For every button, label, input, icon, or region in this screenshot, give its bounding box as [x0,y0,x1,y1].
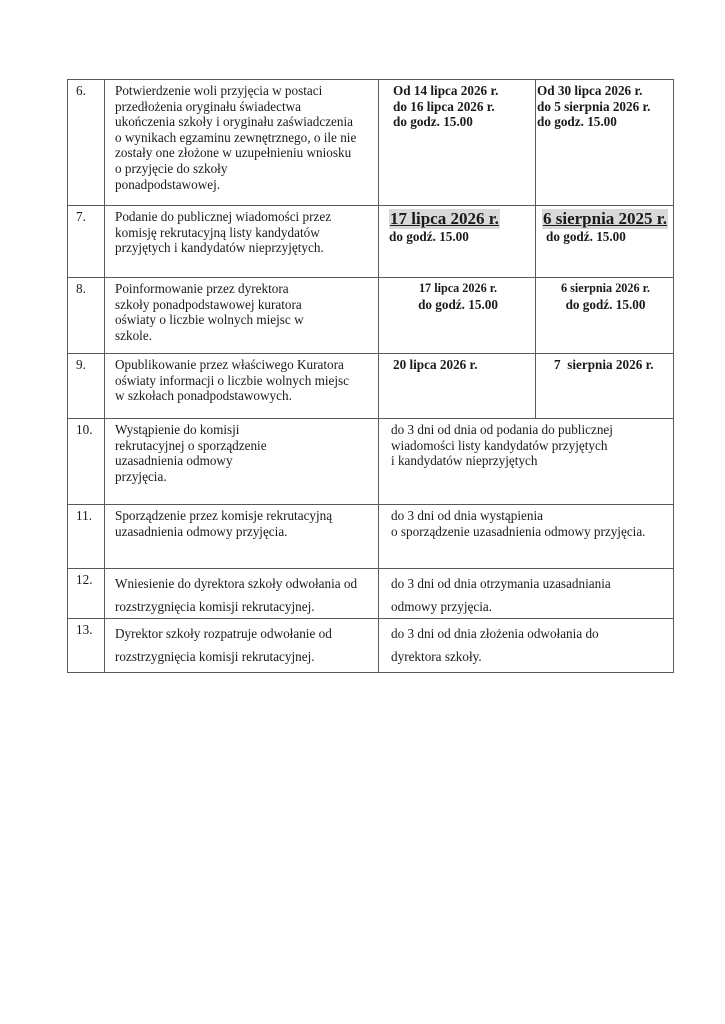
row-number: 6. [68,80,105,206]
description-line: zostały one złożone w uzupełnieniu wniosku [115,145,352,161]
row-number: 13. [68,619,105,673]
row-description [105,80,379,206]
description-line: ukończenia szkoły i oryginału zaświadczenia [115,114,354,130]
highlighted-date: 6 sierpnia 2025 r. [543,209,668,228]
row-description [105,206,379,278]
row-number: 8. [68,278,105,354]
description-line: w szkołach ponadpodstawowych. [115,388,292,404]
description-line: Wystąpienie do komisji [115,422,240,437]
deadline-cell [379,419,674,505]
deadline-line: odmowy przyjęcia. [391,599,493,614]
description-line: rekrutacyjnej o sporządzenie [115,437,267,453]
description-line: komisję rekrutacyjną listy kandydatów [115,224,320,240]
description-line: oświaty o liczbie wolnych miejsc w [115,312,304,328]
row-description [105,419,379,505]
description-line: szkoły ponadpodstawowej kuratora [115,296,302,312]
description-line: o wynikach egzaminu zewnętrznego, o ile nie [115,129,357,145]
date-line: do 16 lipca 2026 r. [393,98,495,114]
date-line: 17 lipca 2026 r. [418,281,498,295]
deadline-cell [379,505,674,569]
date-line: 20 lipca 2026 r. [393,357,478,372]
row-number: 10. [68,419,105,505]
description-line: rozstrzygnięcia komisji rekrutacyjnej. [115,649,315,664]
description-line: rozstrzygnięcia komisji rekrutacyjnej. [115,599,315,614]
date-line: do godz. 15.00 [537,114,617,130]
date-first-round [379,80,536,206]
date-line: 6 sierpnia 2026 r. [561,281,650,295]
date-first-round [379,354,536,419]
table-row [68,278,674,354]
description-line: Sporządzenie przez komisje rekrutacyjną [115,508,333,523]
description-line: przyjęcia. [115,468,167,484]
description-line: Opublikowanie przez właściwego Kuratora [115,357,344,372]
date-first-round [379,278,536,354]
deadline-cell [379,569,674,619]
row-description [105,354,379,419]
description-line: o przyjęcie do szkoły [115,160,228,176]
table-row [68,354,674,419]
row-description [105,619,379,673]
description-line: Dyrektor szkoły rozpatruje odwołanie od [115,626,332,641]
description-line: Poinformowanie przez dyrektora [115,281,289,296]
date-second-round [536,354,674,419]
row-number: 9. [68,354,105,419]
date-second-round [536,278,674,354]
description-line: ponadpodstawowej. [115,176,221,192]
deadline-line: do 3 dni od dnia od podania do publicznej [391,422,613,437]
date-first-round [379,206,536,278]
deadline-line: dyrektora szkoły. [391,649,482,664]
date-line: do godź. 15.00 [389,229,469,244]
table-row [68,80,674,206]
deadline-line: wiadomości listy kandydatów przyjętych [391,437,608,453]
description-line: uzasadnienia odmowy [115,453,233,469]
deadline-line: do 3 dni od dnia wystąpienia [391,508,543,523]
description-line: Wniesienie do dyrektora szkoły odwołania od [115,576,358,591]
row-description [105,505,379,569]
deadline-line: o sporządzenie uzasadnienia odmowy przyjęcia. [391,523,646,539]
description-line: Potwierdzenie woli przyjęcia w postaci [115,83,323,98]
table-row [68,419,674,505]
description-line: szkole. [115,327,152,343]
date-line: 7 sierpnia 2026 r. [554,357,654,372]
description-line: przyjętych i kandydatów nieprzyjętych. [115,240,324,256]
deadline-line: do 3 dni od dnia złożenia odwołania do [391,626,599,641]
date-line: do godź. 15.00 [546,229,626,244]
date-line: Od 14 lipca 2026 r. [393,83,499,98]
table-row [68,569,674,619]
table-row [68,619,674,673]
deadline-line: do 3 dni od dnia otrzymania uzasadniania [391,576,611,591]
row-description [105,569,379,619]
date-line: do godź. 15.00 [418,296,498,312]
table-row [68,206,674,278]
description-line: oświaty informacji o liczbie wolnych miejsc [115,372,350,388]
highlighted-date: 17 lipca 2026 r. [390,209,499,228]
row-number: 7. [68,206,105,278]
date-second-round [536,80,674,206]
date-line: do godź. 15.00 [565,296,646,312]
deadline-line: i kandydatów nieprzyjętych [391,453,538,469]
row-description [105,278,379,354]
date-line: do 5 sierpnia 2026 r. [537,98,651,114]
date-line: do godz. 15.00 [393,114,473,130]
row-number: 12. [68,569,105,619]
deadline-cell [379,619,674,673]
description-line: Podanie do publicznej wiadomości przez [115,209,332,224]
description-line: przedłożenia oryginału świadectwa [115,98,302,114]
table-row [68,505,674,569]
row-number: 11. [68,505,105,569]
description-line: uzasadnienia odmowy przyjęcia. [115,523,288,539]
recruitment-schedule-table [67,79,674,673]
date-line: Od 30 lipca 2026 r. [537,83,643,98]
date-second-round [536,206,674,278]
